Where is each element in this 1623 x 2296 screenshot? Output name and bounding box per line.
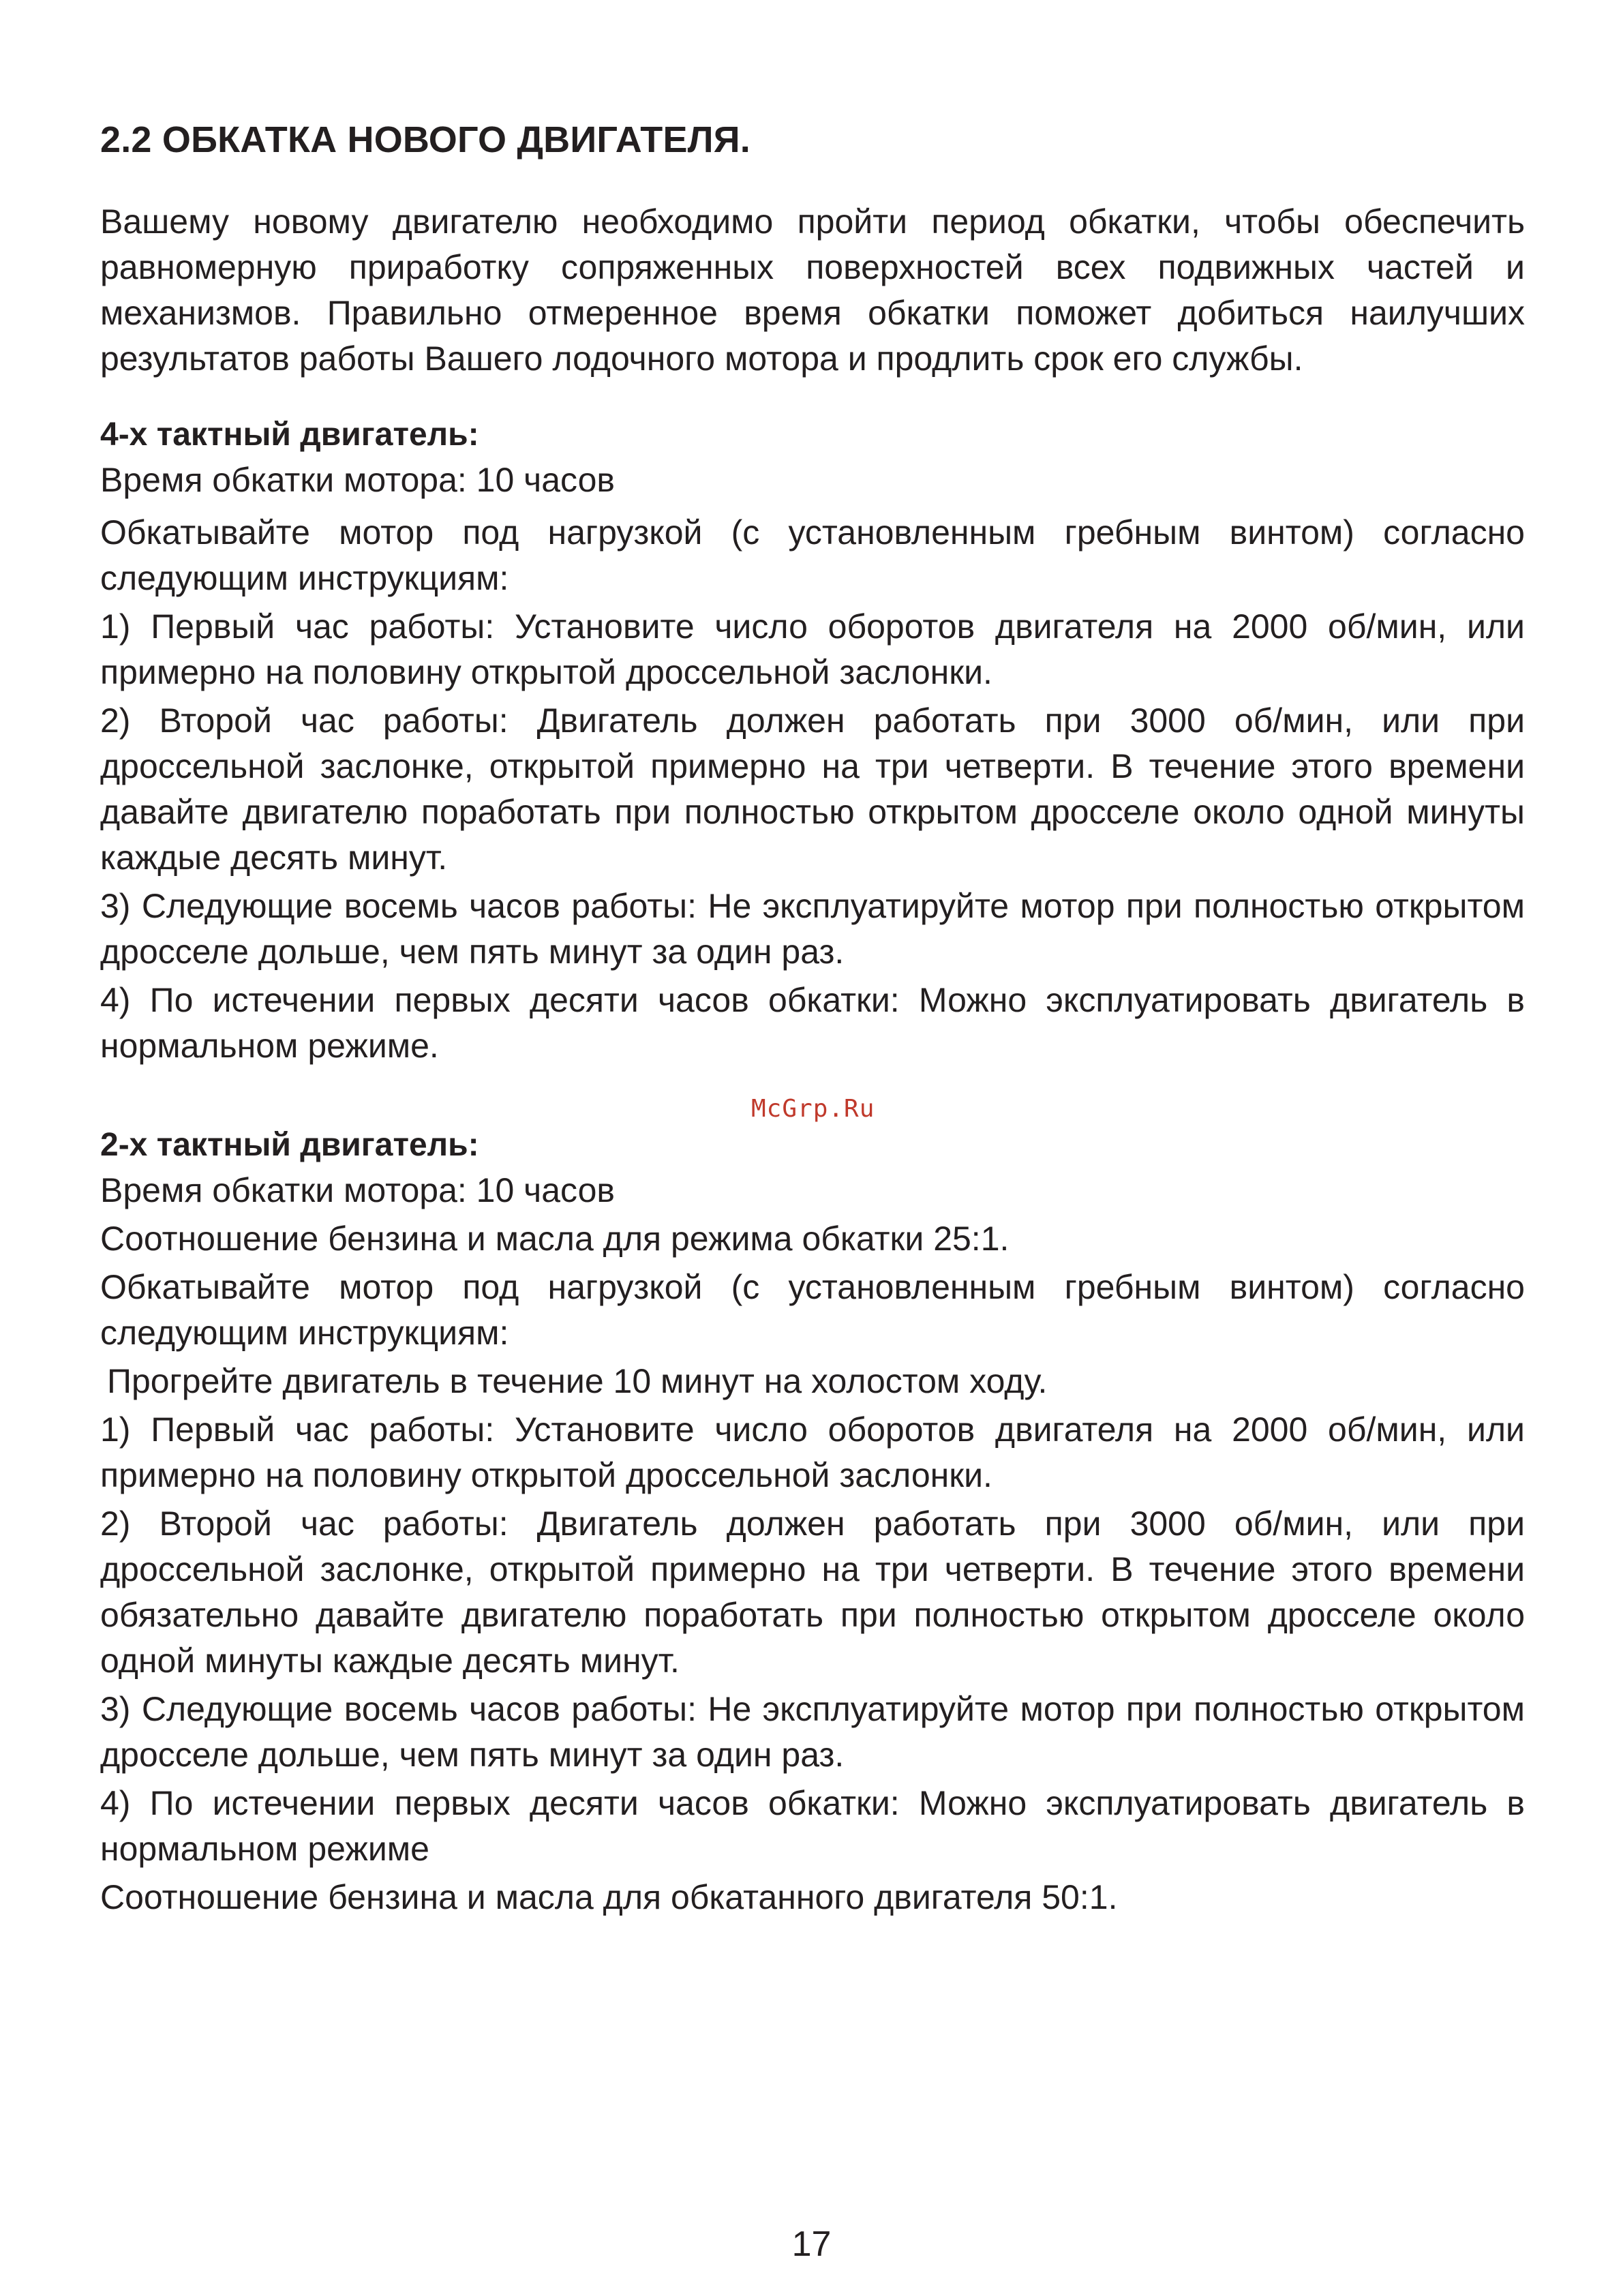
two-stroke-time: Время обкатки мотора: 10 часов — [100, 1171, 615, 1209]
four-stroke-step-3: 3) Следующие восемь часов работы: Не эксплуатируйте мотор при полностью открытом дросселе дольше, чем пять минут за один раз. — [100, 887, 1525, 971]
intro-paragraph: Вашему новому двигателю необходимо пройти период обкатки, чтобы обеспечить равномерную приработку сопряженных поверхностей всех подвижных частей и механизмов. Правильно отмеренное время обкатки поможет добиться наилучших результатов работы Вашего лодочного мотора и продлить срок его службы. — [100, 202, 1525, 378]
two-stroke-instruction: Обкатывайте мотор под нагрузкой (с установленным гребным винтом) согласно следующим инструкциям: — [100, 1268, 1525, 1352]
document-page — [100, 116, 1525, 1920]
section-title: 2.2 ОБКАТКА НОВОГО ДВИГАТЕЛЯ. — [100, 119, 750, 160]
four-stroke-step-2: 2) Второй час работы: Двигатель должен работать при 3000 об/мин, или при дроссельной заслонке, открытой примерно на три четверти. В течение этого времени давайте двигателю поработать при полностью открытом дросселе около одной минуты каждые десять минут. — [100, 701, 1525, 877]
two-stroke-step-3: 3) Следующие восемь часов работы: Не эксплуатируйте мотор при полностью открытом дросселе дольше, чем пять минут за один раз. — [100, 1690, 1525, 1774]
four-stroke-time: Время обкатки мотора: 10 часов — [100, 461, 615, 499]
two-stroke-step-2: 2) Второй час работы: Двигатель должен работать при 3000 об/мин, или при дроссельной заслонке, открытой примерно на три четверти. В течение этого времени обязательно давайте двигателю поработать при полностью открытом дросселе около одной минуты каждые десять минут. — [100, 1505, 1525, 1680]
page-number: 17 — [791, 2224, 832, 2264]
four-stroke-instruction: Обкатывайте мотор под нагрузкой (с установленным гребным винтом) согласно следующим инструкциям: — [100, 513, 1525, 597]
four-stroke-step-4: 4) По истечении первых десяти часов обкатки: Можно эксплуатировать двигатель в нормальном режиме. — [100, 981, 1525, 1065]
four-stroke-heading: 4-х тактный двигатель: — [100, 417, 479, 453]
four-stroke-step-1: 1) Первый час работы: Установите число оборотов двигателя на 2000 об/мин, или примерно на половину открытой дроссельной заслонки. — [100, 607, 1525, 691]
two-stroke-ratio-breakin: Соотношение бензина и масла для режима обкатки 25:1. — [100, 1220, 1010, 1258]
two-stroke-warmup: Прогрейте двигатель в течение 10 минут на холостом ходу. — [107, 1362, 1048, 1400]
four-stroke-section — [100, 412, 1525, 1069]
two-stroke-heading: 2-х тактный двигатель: — [100, 1127, 479, 1163]
two-stroke-ratio-after: Соотношение бензина и масла для обкатанного двигателя 50:1. — [100, 1878, 1118, 1916]
two-stroke-section — [100, 1122, 1525, 1920]
two-stroke-step-1: 1) Первый час работы: Установите число оборотов двигателя на 2000 об/мин, или примерно на половину открытой дроссельной заслонки. — [100, 1410, 1525, 1494]
watermark-text: McGrp.Ru — [751, 1095, 875, 1123]
two-stroke-step-4: 4) По истечении первых десяти часов обкатки: Можно эксплуатировать двигатель в нормальном режиме — [100, 1784, 1525, 1868]
